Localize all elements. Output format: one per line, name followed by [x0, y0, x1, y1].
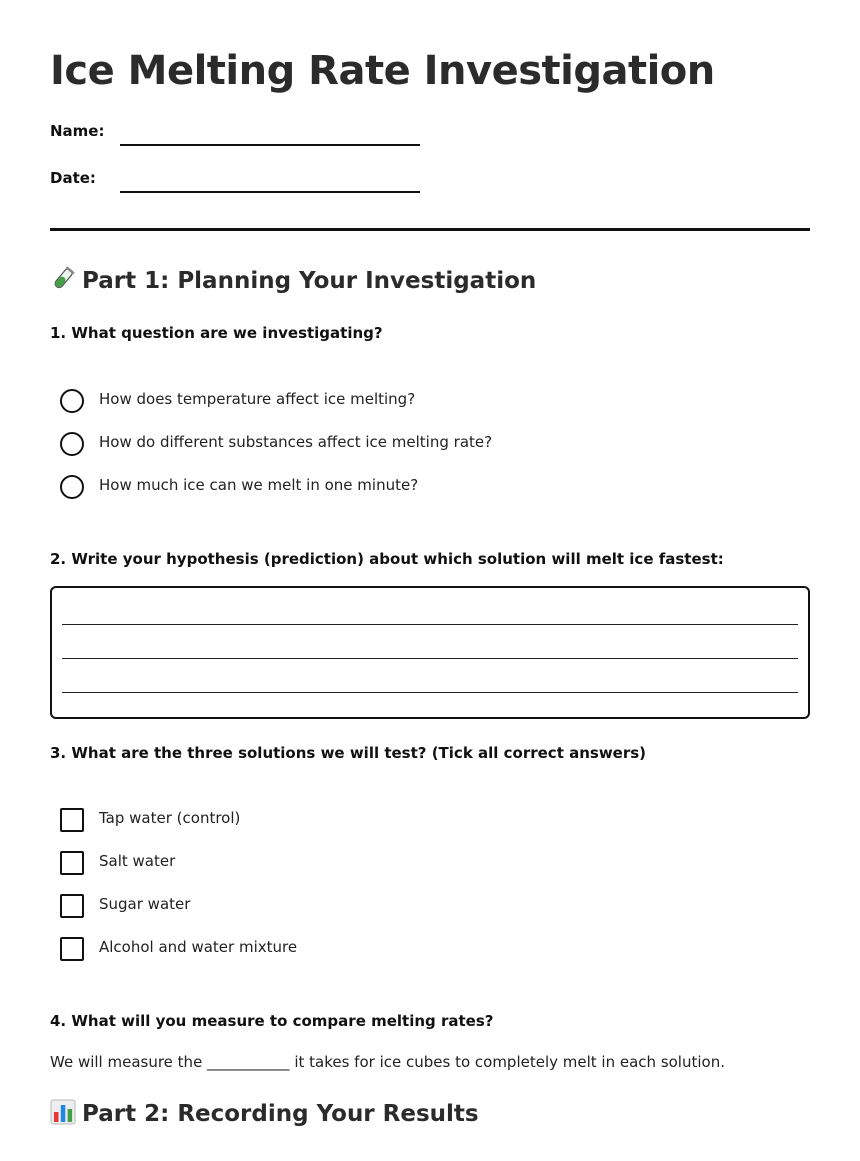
hypothesis-answer-box[interactable]: [50, 586, 810, 719]
radio-button[interactable]: [60, 475, 84, 499]
question-1: 1. What question are we investigating?: [50, 324, 383, 342]
name-label: Name:: [50, 122, 105, 140]
option-label: Alcohol and water mixture: [99, 938, 298, 956]
header-divider: [50, 228, 810, 231]
option-label: How do different substances affect ice melting rate?: [99, 433, 493, 451]
checkbox[interactable]: [60, 851, 84, 875]
date-input-line[interactable]: [120, 191, 420, 193]
question-3: 3. What are the three solutions we will test? (Tick all correct answers): [50, 744, 647, 762]
part2-title: Part 2: Recording Your Results: [82, 1101, 479, 1127]
option-label: How does temperature affect ice melting?: [99, 390, 416, 408]
test-tube-icon: [50, 266, 76, 298]
bar-chart-icon: [50, 1099, 76, 1131]
name-field: [50, 122, 810, 152]
part1-heading: [50, 266, 536, 298]
fill-in-sentence: We will measure the ___________ it takes for ice cubes to completely melt in each solution.: [50, 1053, 725, 1071]
option-label: Sugar water: [99, 895, 191, 913]
question-4: 4. What will you measure to compare melting rates?: [50, 1012, 494, 1030]
radio-button[interactable]: [60, 389, 84, 413]
part1-title: Part 1: Planning Your Investigation: [82, 268, 537, 294]
checkbox[interactable]: [60, 894, 84, 918]
page-title: Ice Melting Rate Investigation: [50, 48, 715, 94]
name-input-line[interactable]: [120, 144, 420, 146]
radio-button[interactable]: [60, 432, 84, 456]
part2-heading: [50, 1099, 479, 1131]
answer-line: [62, 658, 798, 659]
question-2: 2. Write your hypothesis (prediction) about which solution will melt ice fastest:: [50, 550, 724, 568]
checkbox[interactable]: [60, 808, 84, 832]
option-label: Salt water: [99, 852, 176, 870]
option-label: Tap water (control): [99, 809, 241, 827]
checkbox[interactable]: [60, 937, 84, 961]
date-field: [50, 169, 810, 199]
answer-line: [62, 624, 798, 625]
date-label: Date:: [50, 169, 96, 187]
answer-line: [62, 692, 798, 693]
option-label: How much ice can we melt in one minute?: [99, 476, 419, 494]
